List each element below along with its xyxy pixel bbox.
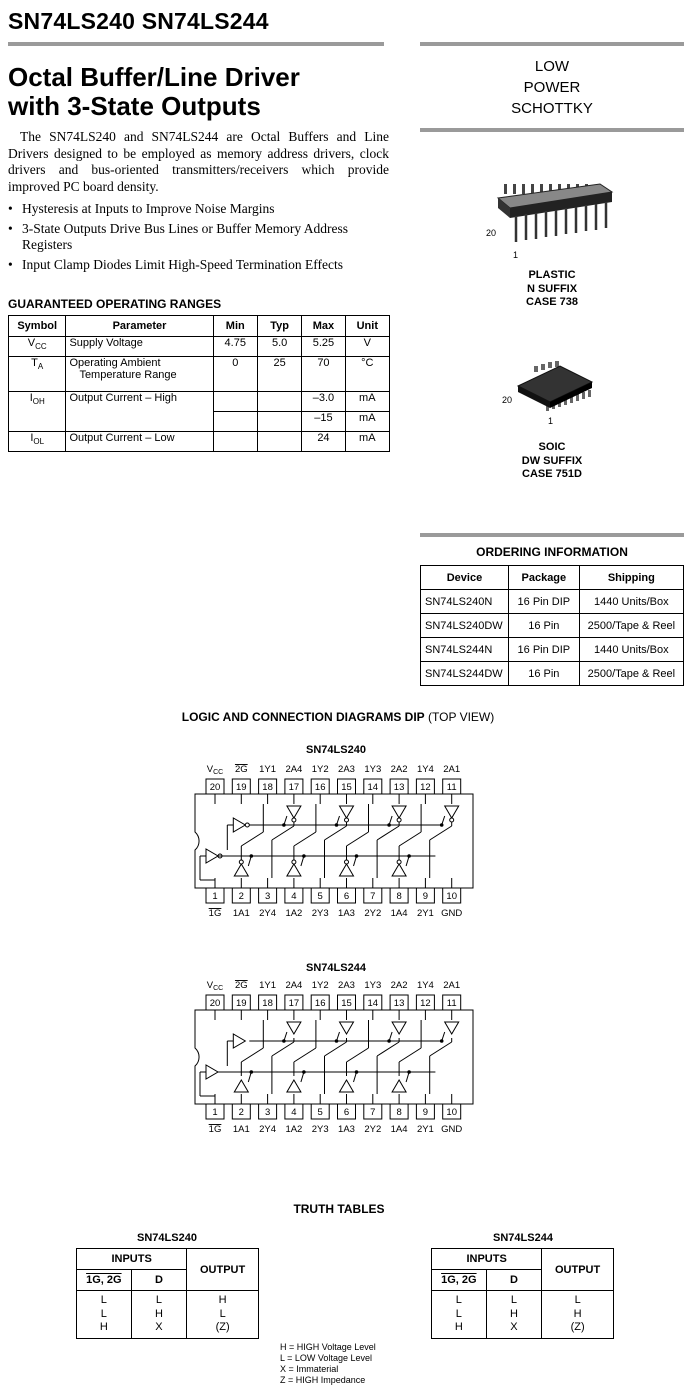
buffer-icon — [392, 864, 406, 876]
top-pin-number: 12 — [420, 782, 431, 793]
max-cell: –3.0 — [302, 392, 345, 412]
min-cell — [213, 412, 257, 432]
truth-table-title-ls240: SN74LS240 — [137, 1232, 197, 1244]
unit-cell: mA — [345, 432, 389, 452]
table-row — [9, 357, 390, 392]
wire — [325, 1042, 347, 1056]
buffer-icon — [287, 1022, 301, 1034]
bottom-pin-number: 1 — [212, 891, 218, 902]
title-rule — [8, 42, 384, 46]
output-header: OUTPUT — [187, 1249, 259, 1291]
typ-cell — [257, 432, 301, 452]
truth-values-row: L L H L H X H L (Z) — [77, 1291, 259, 1339]
buffer-icon-bubble — [345, 860, 349, 864]
top-pin-number: 12 — [420, 998, 431, 1009]
operating-ranges-heading: GUARANTEED OPERATING RANGES — [8, 297, 222, 311]
header-shipping: Shipping — [579, 566, 683, 590]
top-pin-number: 16 — [314, 998, 326, 1009]
bottom-pin-label: 1A3 — [338, 1124, 355, 1135]
diagram-title-ls244: SN74LS244 — [306, 962, 366, 974]
truth-tables-heading: TRUTH TABLES — [293, 1202, 385, 1216]
bottom-pin-label: 1A4 — [390, 1124, 408, 1135]
bottom-pin-number: 4 — [291, 891, 297, 902]
bottom-pin-number: 3 — [264, 891, 271, 902]
d-header: D — [131, 1270, 187, 1291]
bottom-pin-label: 1A3 — [338, 908, 355, 919]
buffer-icon — [340, 806, 354, 818]
bottom-pin-label: 1A2 — [285, 1124, 303, 1135]
wire — [430, 1042, 452, 1056]
top-pin-number: 17 — [288, 782, 300, 793]
bottom-pin-label: 2Y1 — [416, 908, 434, 919]
bottom-pin-number: 2 — [238, 1107, 244, 1118]
wire — [389, 1032, 392, 1041]
buffer-icon — [392, 1080, 406, 1092]
bottom-pin-label: 1A2 — [285, 908, 303, 919]
wire — [442, 1032, 445, 1041]
wire — [430, 826, 452, 840]
wire — [389, 816, 392, 825]
bullet-icon: • — [8, 257, 13, 272]
buffer-icon — [392, 1022, 406, 1034]
symbol-cell: $I_{OH}$ — [9, 392, 66, 432]
max-cell: 24 — [302, 432, 345, 452]
bullet-icon: • — [8, 201, 13, 216]
logic-diagrams-heading: LOGIC AND CONNECTION DIAGRAMS DIP (TOP VIEW) — [181, 710, 495, 724]
max-cell: 5.25 — [302, 337, 345, 357]
wire — [337, 816, 340, 825]
wire — [337, 1032, 340, 1041]
ordering-rule — [420, 533, 684, 537]
bottom-pin-label: 1G — [208, 908, 222, 919]
wire — [354, 1072, 357, 1082]
enable-buffer-icon — [206, 849, 218, 863]
top-pin-label: 2A3 — [338, 980, 355, 991]
min-cell — [213, 392, 257, 412]
bottom-pin-number: 2 — [238, 891, 244, 902]
buffer-icon — [340, 864, 354, 876]
top-pin-number: 14 — [367, 998, 379, 1009]
header-min: Min — [213, 316, 257, 337]
intro-paragraph — [8, 129, 389, 195]
top-pin-number: 11 — [446, 782, 457, 793]
feature-text: Hysteresis at Inputs to Improve Noise Margins — [22, 201, 275, 216]
bottom-pin-number: 7 — [370, 1107, 376, 1118]
wire — [399, 1048, 421, 1062]
g-header: 1G, 2G — [432, 1270, 487, 1291]
truth-table-title-ls244: SN74LS244 — [493, 1232, 553, 1244]
ordering-table — [420, 565, 684, 686]
top-pin-label: 2G — [234, 980, 248, 991]
wire — [406, 856, 409, 866]
bottom-pin-label: GND — [441, 908, 463, 919]
top-pin-label: $V_{CC}$ — [206, 980, 224, 992]
min-cell: 0 — [213, 357, 257, 392]
bottom-pin-label: 1A4 — [390, 908, 408, 919]
badge-line2: POWER — [523, 79, 581, 96]
page-title: SN74LS240 SN74LS244 — [8, 8, 269, 34]
soic-package-image — [510, 360, 600, 418]
top-pin-label: 2A1 — [443, 764, 461, 775]
diagram-title-ls240: SN74LS240 — [306, 744, 366, 756]
top-pin-number: 18 — [262, 782, 273, 793]
soic-pin20-label: 20 — [502, 395, 513, 405]
wire — [377, 826, 399, 840]
buffer-icon — [234, 864, 248, 876]
top-pin-number: 13 — [393, 782, 405, 793]
top-pin-number: 14 — [367, 782, 379, 793]
bottom-pin-number: 5 — [317, 1107, 323, 1118]
unit-cell: mA — [345, 412, 389, 432]
header-unit: Unit — [345, 316, 389, 337]
top-pin-label: 2G — [234, 764, 248, 775]
min-cell — [213, 432, 257, 452]
soic-package-caption: SOIC DW SUFFIX CASE 751D — [521, 441, 583, 480]
bottom-pin-label: 2Y4 — [259, 908, 277, 919]
bottom-pin-number: 8 — [396, 891, 402, 902]
top-pin-label: 2A4 — [285, 980, 303, 991]
wire — [347, 1048, 369, 1062]
top-pin-label: 2A1 — [443, 980, 461, 991]
bottom-pin-number: 10 — [446, 1107, 457, 1118]
top-pin-label: 1Y3 — [364, 764, 382, 775]
output-header: OUTPUT — [542, 1249, 614, 1291]
top-pin-number: 19 — [236, 782, 247, 793]
symbol-cell: $I_{OL}$ — [9, 432, 66, 452]
connection-diagram-ls244 — [190, 976, 480, 1138]
plastic-dip-package-image — [482, 178, 622, 258]
top-pin-label: 2A3 — [338, 764, 355, 775]
wire — [284, 1032, 287, 1041]
table-header-row — [421, 566, 684, 590]
table-row: SN74LS240DW 16 Pin 2500/Tape & Reel — [421, 614, 684, 638]
parameter-cell: Output Current – Low — [66, 432, 213, 452]
bottom-pin-number: 8 — [396, 1107, 402, 1118]
main-title-line2: with 3-State Outputs — [8, 91, 261, 121]
enable-buffer-icon — [206, 1065, 218, 1079]
truth-legend: H = HIGH Voltage Level L = LOW Voltage Level X = Immaterial Z = HIGH Impedance — [280, 1342, 376, 1385]
bottom-pin-number: 6 — [343, 1107, 350, 1118]
top-pin-label: 1Y4 — [416, 764, 434, 775]
buffer-icon-bubble — [450, 818, 454, 822]
wire — [241, 1048, 263, 1062]
inputs-header: INPUTS — [77, 1249, 187, 1270]
table-header-row — [9, 316, 390, 337]
top-pin-number: 16 — [314, 782, 326, 793]
min-cell: 4.75 — [213, 337, 257, 357]
top-pin-number: 15 — [341, 998, 352, 1009]
wire — [241, 832, 263, 846]
ordering-heading: ORDERING INFORMATION — [476, 545, 628, 559]
bottom-pin-label: 2Y2 — [364, 1124, 382, 1135]
top-pin-label: 1Y1 — [259, 980, 277, 991]
wire — [272, 1042, 294, 1056]
connection-diagram-ls240 — [190, 760, 480, 922]
g-header: 1G, 2G — [77, 1270, 132, 1291]
feature-text: Registers — [22, 237, 73, 252]
top-pin-number: 11 — [446, 998, 457, 1009]
wire — [284, 816, 287, 825]
wire — [301, 1072, 304, 1082]
header-max: Max — [302, 316, 345, 337]
typ-cell — [257, 412, 301, 432]
plastic-package-caption: PLASTIC N SUFFIX CASE 738 — [526, 269, 578, 308]
buffer-icon-bubble — [292, 860, 296, 864]
buffer-icon-bubble — [345, 818, 349, 822]
top-pin-label: 1Y2 — [311, 980, 329, 991]
top-pin-number: 13 — [393, 998, 405, 1009]
bottom-pin-number: 10 — [446, 891, 457, 902]
wire — [294, 1048, 316, 1062]
top-pin-number: 15 — [341, 782, 352, 793]
intro-line-3: drivers and bus-oriented transmitters/receivers which provide — [8, 162, 389, 177]
top-pin-label: 2A4 — [285, 764, 303, 775]
symbol-cell: $V_{CC}$ — [9, 337, 66, 357]
typ-cell: 5.0 — [257, 337, 301, 357]
wire — [442, 816, 445, 825]
unit-cell: V — [345, 337, 389, 357]
wire — [354, 856, 357, 866]
wire — [399, 832, 421, 846]
parameter-cell: Output Current – High — [66, 392, 213, 432]
soic-pin1-label: 1 — [548, 416, 554, 426]
bottom-pin-label: 2Y1 — [416, 1124, 434, 1135]
buffer-icon — [340, 1080, 354, 1092]
bottom-pin-number: 3 — [264, 1107, 271, 1118]
operating-ranges-table — [8, 315, 390, 452]
top-pin-number: 20 — [209, 998, 221, 1009]
header-device: Device — [421, 566, 509, 590]
feature-text: Input Clamp Diodes Limit High-Speed Termination Effects — [22, 257, 344, 272]
top-pin-label: 1Y2 — [311, 764, 329, 775]
symbol-cell: $T_A$ — [9, 357, 66, 392]
header-parameter: Parameter — [66, 316, 213, 337]
badge-line1: LOW — [534, 58, 570, 75]
unit-cell: °C — [345, 357, 389, 392]
top-pin-label: 1Y4 — [416, 980, 434, 991]
wire — [272, 826, 294, 840]
top-pin-number: 17 — [288, 998, 300, 1009]
buffer-icon — [287, 1080, 301, 1092]
enable-buffer-icon — [233, 1034, 245, 1048]
header-package: Package — [508, 566, 579, 590]
buffer-icon-bubble — [397, 818, 401, 822]
wire — [294, 832, 316, 846]
buffer-icon-bubble — [397, 860, 401, 864]
buffer-icon — [287, 806, 301, 818]
truth-values-row: L L H L H X L H (Z) — [432, 1291, 614, 1339]
typ-cell: 25 — [257, 357, 301, 392]
buffer-icon-bubble — [239, 860, 243, 864]
buffer-icon — [392, 806, 406, 818]
unit-cell: mA — [345, 392, 389, 412]
top-pin-label: $V_{CC}$ — [206, 764, 224, 776]
buffer-icon — [340, 1022, 354, 1034]
bottom-pin-label: 2Y3 — [311, 1124, 329, 1135]
wire — [406, 1072, 409, 1082]
buffer-icon — [445, 806, 459, 818]
truth-table-ls240 — [76, 1248, 259, 1339]
table-row: SN74LS240N 16 Pin DIP 1440 Units/Box — [421, 590, 684, 614]
enable-buffer-icon — [233, 818, 245, 832]
top-pin-number: 18 — [262, 998, 273, 1009]
table-row — [9, 392, 390, 412]
typ-cell — [257, 392, 301, 412]
table-row: SN74LS244N 16 Pin DIP 1440 Units/Box — [421, 638, 684, 662]
bullet-icon: • — [8, 221, 13, 236]
badge-bottom-rule — [420, 128, 684, 132]
bottom-pin-label: GND — [441, 1124, 463, 1135]
enable-buffer-icon-bubble — [245, 823, 249, 827]
top-pin-label: 1Y1 — [259, 764, 277, 775]
top-pin-label: 2A2 — [390, 980, 408, 991]
table-row: SN74LS244DW 16 Pin 2500/Tape & Reel — [421, 662, 684, 686]
table-row — [9, 337, 390, 357]
bottom-pin-number: 9 — [422, 891, 429, 902]
bottom-pin-label: 2Y3 — [311, 908, 329, 919]
intro-line-2: Drivers designed to be employed as memory address drivers, clock — [8, 145, 389, 161]
bottom-pin-number: 6 — [343, 891, 350, 902]
feature-text: 3-State Outputs Drive Bus Lines or Buffer Memory Address — [22, 221, 348, 236]
dip-pin20-label: 20 — [486, 228, 497, 238]
intro-line-1: The SN74LS240 and SN74LS244 are Octal Buffers and Line — [20, 129, 389, 144]
bottom-pin-label: 2Y2 — [364, 908, 382, 919]
truth-table-ls244 — [431, 1248, 614, 1339]
d-header: D — [486, 1270, 542, 1291]
buffer-icon — [234, 1080, 248, 1092]
inputs-header: INPUTS — [432, 1249, 542, 1270]
buffer-icon — [445, 1022, 459, 1034]
badge-top-rule — [420, 42, 684, 46]
wire — [325, 826, 347, 840]
bottom-pin-label: 2Y4 — [259, 1124, 277, 1135]
badge-line3: SCHOTTKY — [511, 100, 593, 117]
bottom-pin-number: 4 — [291, 1107, 297, 1118]
max-cell: –15 — [302, 412, 345, 432]
top-pin-label: 2A2 — [390, 764, 408, 775]
intro-line-4: improved PC board density. — [8, 178, 159, 194]
parameter-cell: Supply Voltage — [66, 337, 213, 357]
bottom-pin-number: 1 — [212, 1107, 218, 1118]
buffer-icon-bubble — [292, 818, 296, 822]
header-symbol: Symbol — [9, 316, 66, 337]
bottom-pin-number: 5 — [317, 891, 323, 902]
table-row — [9, 432, 390, 452]
top-pin-number: 20 — [209, 782, 221, 793]
wire — [377, 1042, 399, 1056]
wire — [248, 856, 251, 866]
low-power-schottky-badge — [420, 56, 684, 119]
wire — [347, 832, 369, 846]
parameter-cell: Operating Ambient Temperature Range — [66, 357, 213, 392]
bottom-pin-label: 1A1 — [232, 908, 250, 919]
top-pin-number: 19 — [236, 998, 247, 1009]
bottom-pin-label: 1G — [208, 1124, 222, 1135]
bottom-pin-number: 9 — [422, 1107, 429, 1118]
dip-pin1-label: 1 — [513, 250, 519, 260]
bottom-pin-number: 7 — [370, 891, 376, 902]
top-pin-label: 1Y3 — [364, 980, 382, 991]
header-typ: Typ — [257, 316, 301, 337]
max-cell: 70 — [302, 357, 345, 392]
main-title-line1: Octal Buffer/Line Driver — [8, 62, 300, 92]
main-title — [8, 63, 300, 121]
wire — [248, 1072, 251, 1082]
bottom-pin-label: 1A1 — [232, 1124, 250, 1135]
wire — [301, 856, 304, 866]
buffer-icon — [287, 864, 301, 876]
